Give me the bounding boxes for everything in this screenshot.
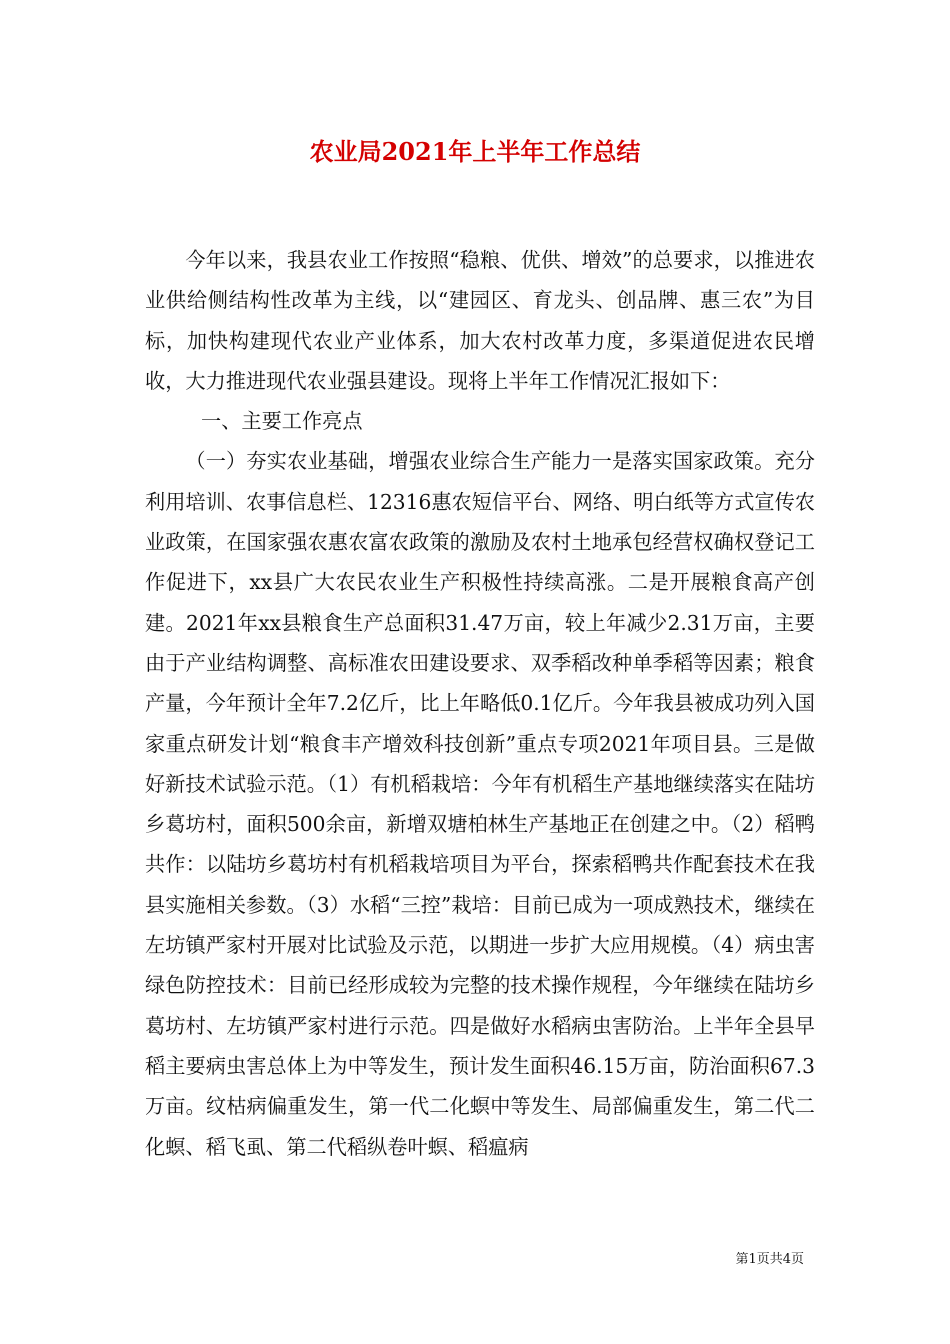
intro-paragraph: 今年以来，我县农业工作按照“稳粮、优供、增效”的总要求，以推进农业供给侧结构性改革为主线，以“建园区、育龙头、创品牌、惠三农”为目标，加快构建现代农业产业体系，加大农村改革力度，多渠道促进农民增收，大力推进现代农业强县建设。现将上半年工作情况汇报如下： <box>145 248 815 393</box>
page-number: 第1页共4页 <box>735 1252 804 1267</box>
section-heading: 一、主要工作亮点 <box>201 409 363 434</box>
document-body <box>145 240 815 1167</box>
section-paragraph: （一）夯实农业基础，增强农业综合生产能力一是落实国家政策。充分利用培训、农事信息栏、12316惠农短信平台、网络、明白纸等方式宣传农业政策，在国家强农惠农富农政策的激励及农村土地承包经营权确权登记工作促进下，xx县广大农民农业生产积极性持续高涨。二是开展粮食高产创建。2021年xx县粮食生产总面积31.47万亩，较上年减少2.31万亩，主要由于产业结构调整、高标准农田建设要求、双季稻改种单季稻等因素；粮食产量，今年预计全年7.2亿斤，比上年略低0.1亿斤。今年我县被成功列入国家重点研发计划“粮食丰产增效科技创新”重点专项2021年项目县。三是做好新技术试验示范。（1）有机稻栽培：今年有机稻生产基地继续落实在陆坊乡葛坊村，面积500余亩，新增双塘柏林生产基地正在创建之中。（2）稻鸭共作：以陆坊乡葛坊村有机稻栽培项目为平台，探索稻鸭共作配套技术在我县实施相关参数。（3）水稻“三控”栽培：目前已成为一项成熟技术，继续在左坊镇严家村开展对比试验及示范，以期进一步扩大应用规模。（4）病虫害绿色防控技术：目前已经形成较为完整的技术操作规程，今年继续在陆坊乡葛坊村、左坊镇严家村进行示范。四是做好水稻病虫害防治。上半年全县早稻主要病虫害总体上为中等发生，预计发生面积46.15万亩，防治面积67.3万亩。纹枯病偏重发生，第一代二化螟中等发生、局部偏重发生，第二代二化螟、稻飞虱、第二代稻纵卷叶螟、稻瘟病 <box>145 449 815 1159</box>
document-title: 农业局2021年上半年工作总结 <box>309 137 641 166</box>
